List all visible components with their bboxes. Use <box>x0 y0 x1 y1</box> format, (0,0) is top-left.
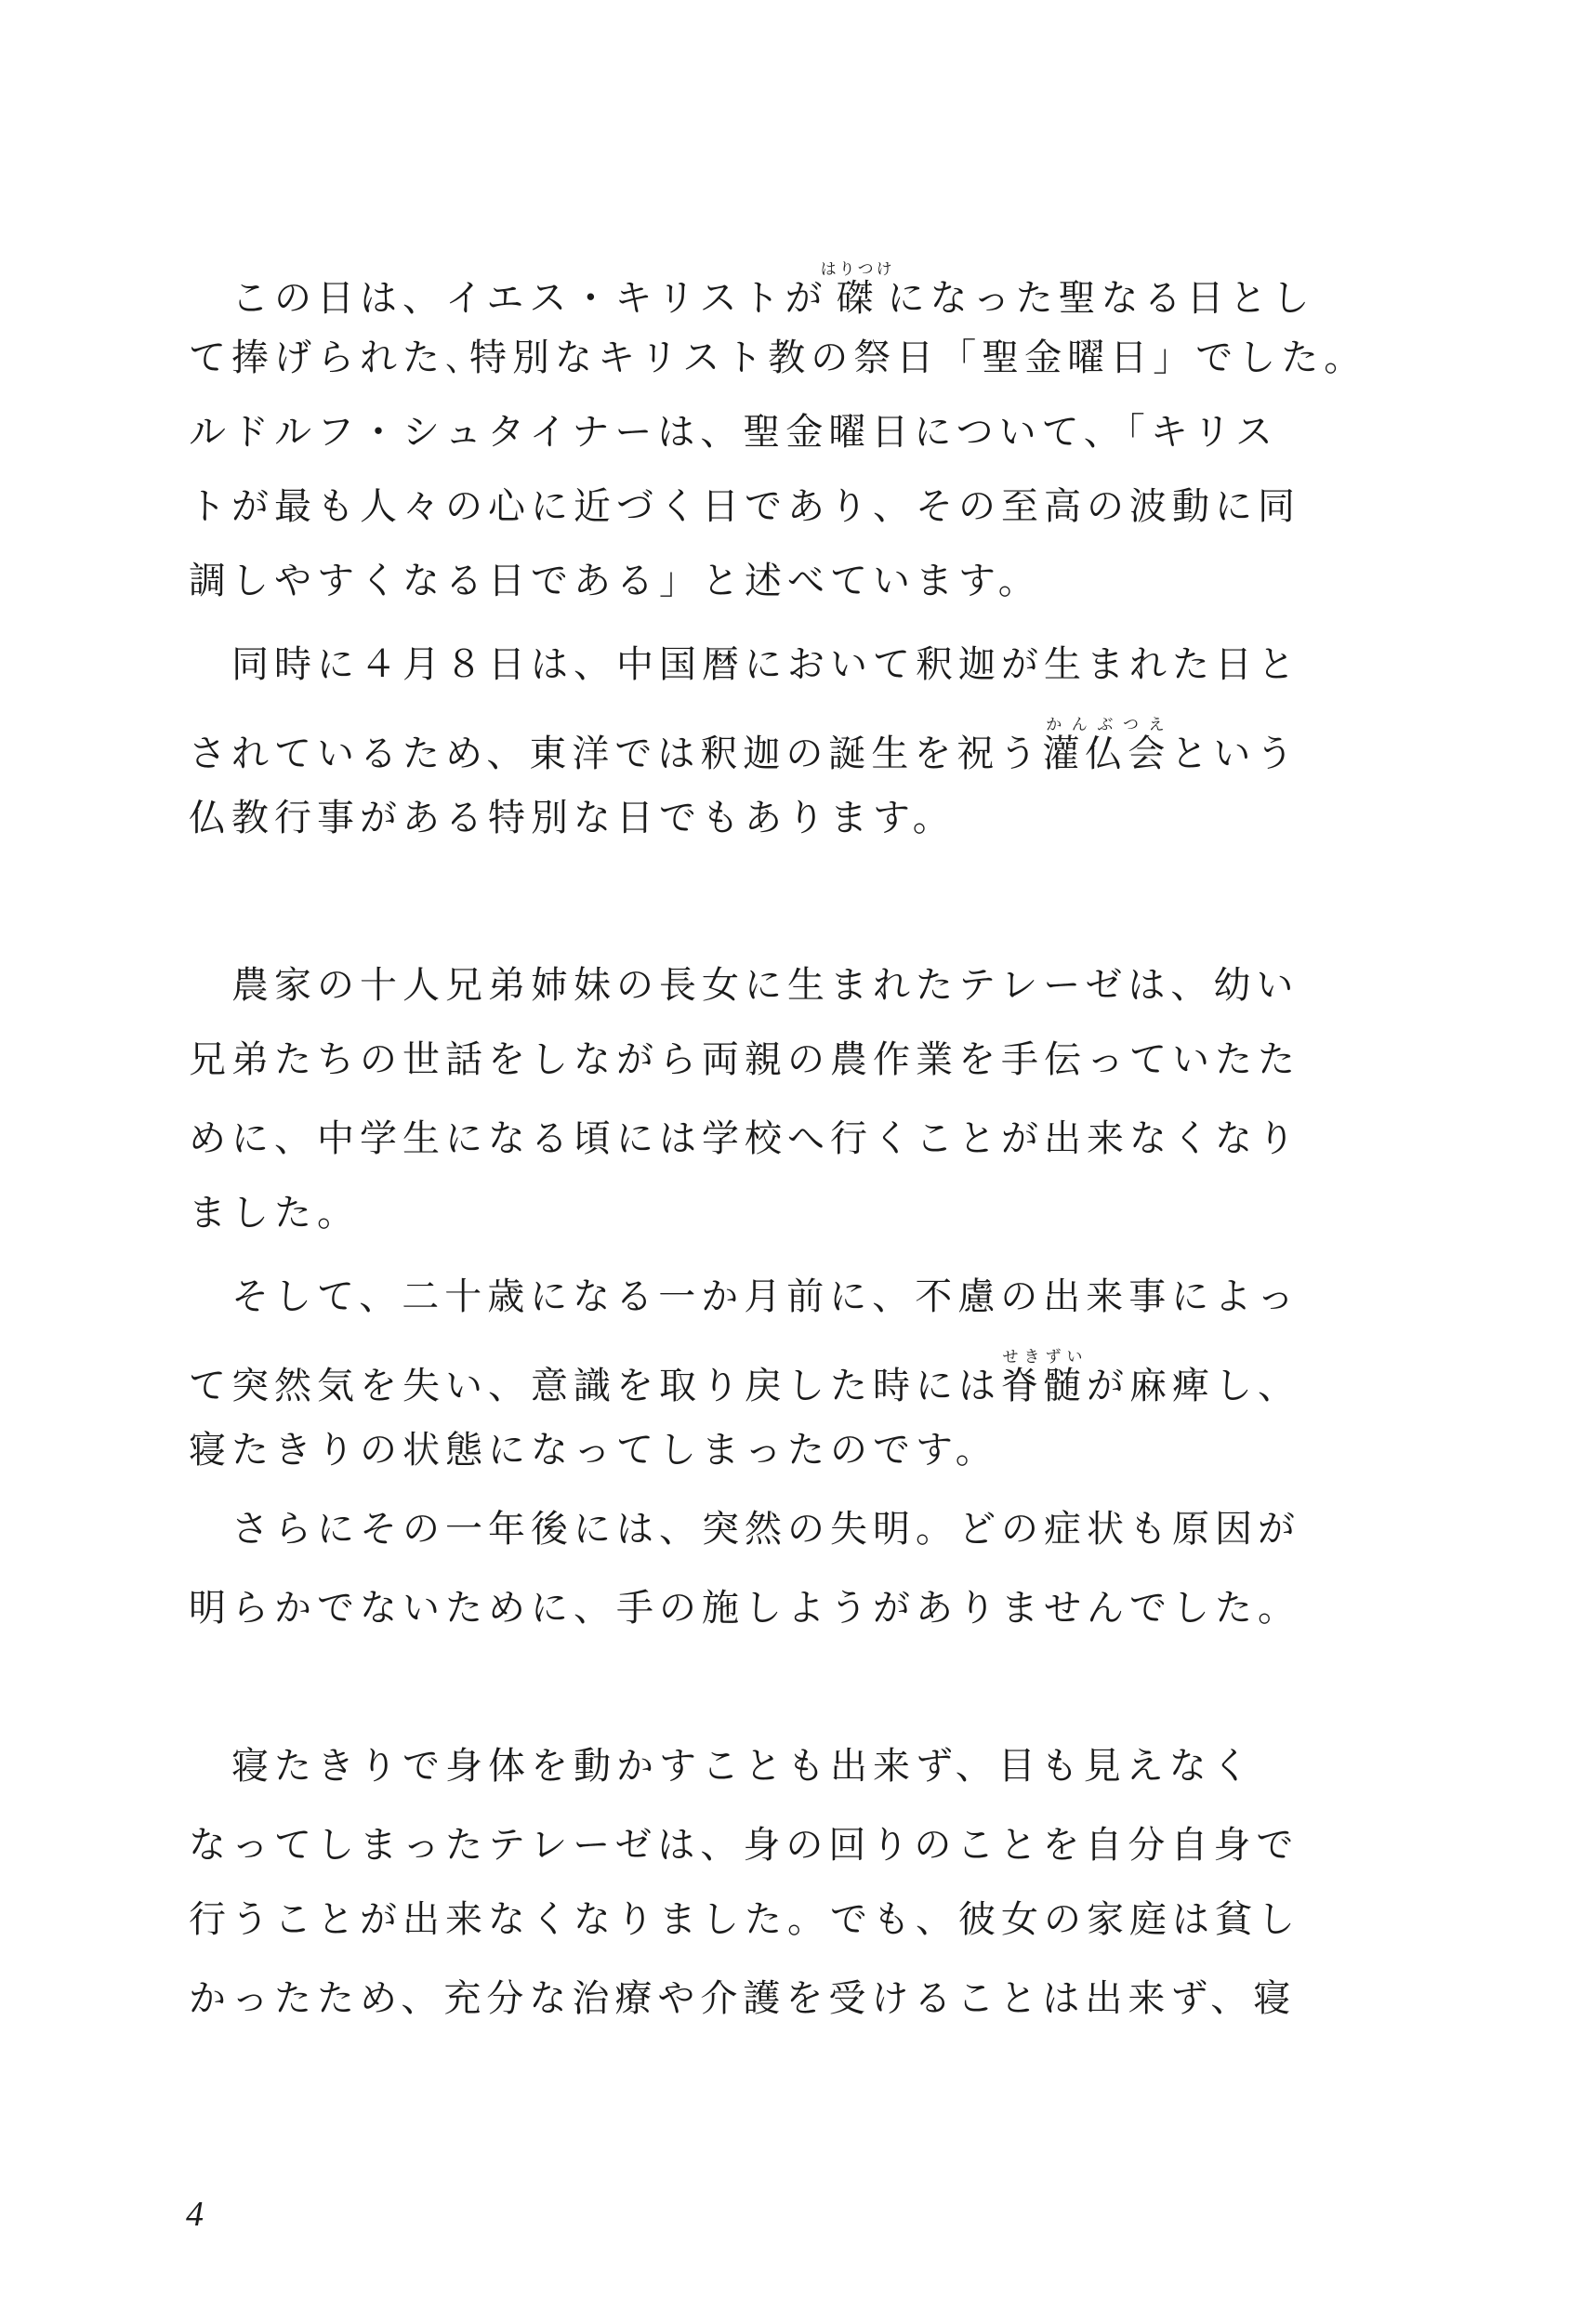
text-segment: されているため、東洋では釈迦の誕生を祝う <box>189 733 1043 775</box>
text-line: 農家の十人兄弟姉妹の長女に生まれたテレーゼは、幼い <box>231 964 1299 1007</box>
text-line: 寝たきりの状態になってしまったのです。 <box>189 1429 998 1472</box>
text-line: めに、中学生になる頃には学校へ行くことが出来なくなり <box>189 1117 1300 1160</box>
text-segment: この日は、イエス・キリストが <box>231 277 828 320</box>
text-line: 同時に４月８日は、中国暦において釈迦が生まれた日と <box>231 643 1300 686</box>
text-line: かったため、充分な治療や介護を受けることは出来ず、寝 <box>189 1977 1297 2020</box>
text-line <box>189 716 1360 777</box>
text-line <box>189 1348 1360 1409</box>
text-line: そして、二十歳になる一か月前に、不慮の出来事によっ <box>231 1275 1300 1318</box>
text-line: ました。 <box>189 1192 360 1235</box>
ruby-annotation: 磔はりつけ <box>820 260 895 320</box>
text-line: トが最も人々の心に近づく日であり、その至高の波動に同 <box>189 485 1300 528</box>
text-line: さらにその一年後には、突然の失明。どの症状も原因が <box>231 1508 1300 1551</box>
ruby-annotation: 脊髄せきずい <box>1001 1348 1087 1407</box>
text-line: 行うことが出来なくなりました。でも、彼女の家庭は貧し <box>189 1898 1300 1941</box>
text-line: 調しやすくなる日である」と述べています。 <box>189 560 1041 602</box>
text-segment: が麻痺し、 <box>1087 1365 1300 1407</box>
text-line: 兄弟たちの世話をしながら両親の農作業を手伝っていたた <box>189 1038 1300 1081</box>
text-line: なってしまったテレーゼは、身の回りのことを自分自身で <box>189 1824 1299 1867</box>
page-number: 4 <box>186 2195 204 2234</box>
text-segment: という <box>1170 733 1299 775</box>
text-line: 明らかでないために、手の施しようがありませんでした。 <box>189 1587 1300 1630</box>
text-line: 寝たきりで身体を動かすことも出来ず、目も見えなく <box>231 1745 1255 1788</box>
ruby-annotation: 灌仏会かんぶつえ <box>1042 716 1171 775</box>
text-segment: て突然気を失い、意識を取り戻した時には <box>189 1365 1001 1407</box>
text-line: 仏教行事がある特別な日でもあります。 <box>189 797 956 839</box>
text-line <box>189 260 1403 322</box>
text-line: ルドルフ・シュタイナーは、聖金曜日について、「キリス <box>189 411 1278 454</box>
text-segment: になった聖なる日とし <box>887 277 1315 320</box>
text-line: て捧げられた､特別なキリスト教の祭日「聖金曜日」でした。 <box>189 337 1367 379</box>
